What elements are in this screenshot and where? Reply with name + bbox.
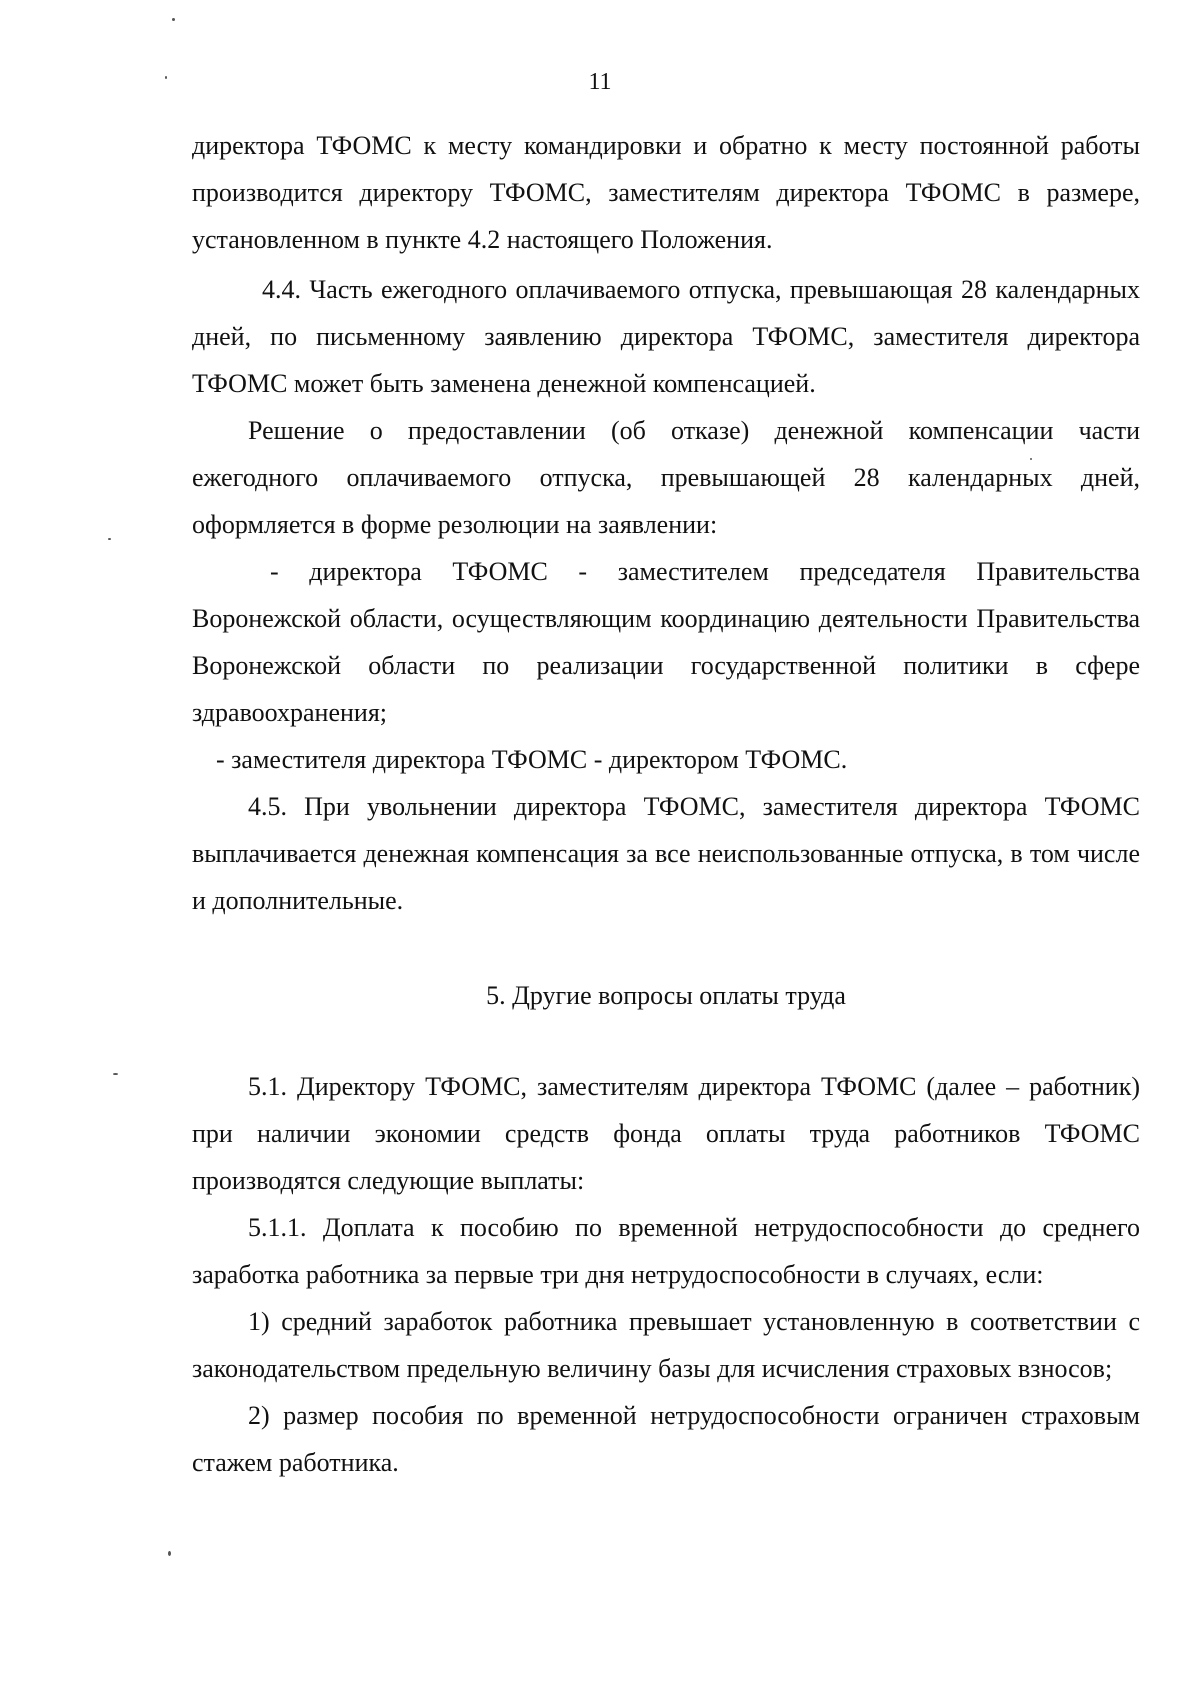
scan-speck xyxy=(172,18,175,21)
paragraph-compensation-decision: Решение о предоставлении (об отказе) денежной компенсации части ежегодного оплачиваемого отпуска, превышающей 28 календарных дней, оформляется в форме резолюции на заявлении: xyxy=(192,416,1140,539)
scan-speck xyxy=(1030,458,1032,460)
paragraph-director-resolution: - директора ТФОМС - заместителем председателя Правительства Воронежской области, осуществляющим координацию деятельности Правительства Воронежской области по реализации государственной политики в сфере здравоохранения; xyxy=(192,557,1140,727)
scan-speck xyxy=(108,538,111,540)
section-5-heading: 5. Другие вопросы оплаты труда xyxy=(486,981,846,1010)
paragraph-4-5: 4.5. При увольнении директора ТФОМС, заместителя директора ТФОМС выплачивается денежная компенсация за все неиспользованные отпуска, в том числе и дополнительные. xyxy=(192,792,1140,915)
paragraph-travel-expenses: директора ТФОМС к месту командировки и обратно к месту постоянной работы производится директору ТФОМС, заместителям директора ТФОМС в размере, установленном в пункте 4.2 настоящего Положения. xyxy=(192,131,1140,254)
scan-speck xyxy=(113,1073,118,1075)
paragraph-5-1-1: 5.1.1. Доплата к пособию по временной нетрудоспособности до среднего заработка работника за первые три дня нетрудоспособности в случаях, если: xyxy=(192,1213,1140,1289)
paragraph-4-4: 4.4. Часть ежегодного оплачиваемого отпуска, превышающая 28 календарных дней, по письменному заявлению директора ТФОМС, заместителя директора ТФОМС может быть заменена денежной компенсацией. xyxy=(192,275,1140,398)
paragraph-deputy-resolution: - заместителя директора ТФОМС - директором ТФОМС. xyxy=(216,745,848,774)
paragraph-item-2: 2) размер пособия по временной нетрудоспособности ограничен страховым стажем работника. xyxy=(192,1401,1140,1477)
paragraph-item-1: 1) средний заработок работника превышает установленную в соответствии с законодательством предельную величину базы для исчисления страховых взносов; xyxy=(192,1307,1140,1383)
paragraph-5-1: 5.1. Директору ТФОМС, заместителям директора ТФОМС (далее – работник) при наличии экономии средств фонда оплаты труда работников ТФОМС производятся следующие выплаты: xyxy=(192,1072,1140,1195)
page-number: 11 xyxy=(588,69,612,95)
scan-speck xyxy=(165,76,167,79)
document-body xyxy=(192,122,1140,1486)
scan-speck xyxy=(168,1551,171,1556)
